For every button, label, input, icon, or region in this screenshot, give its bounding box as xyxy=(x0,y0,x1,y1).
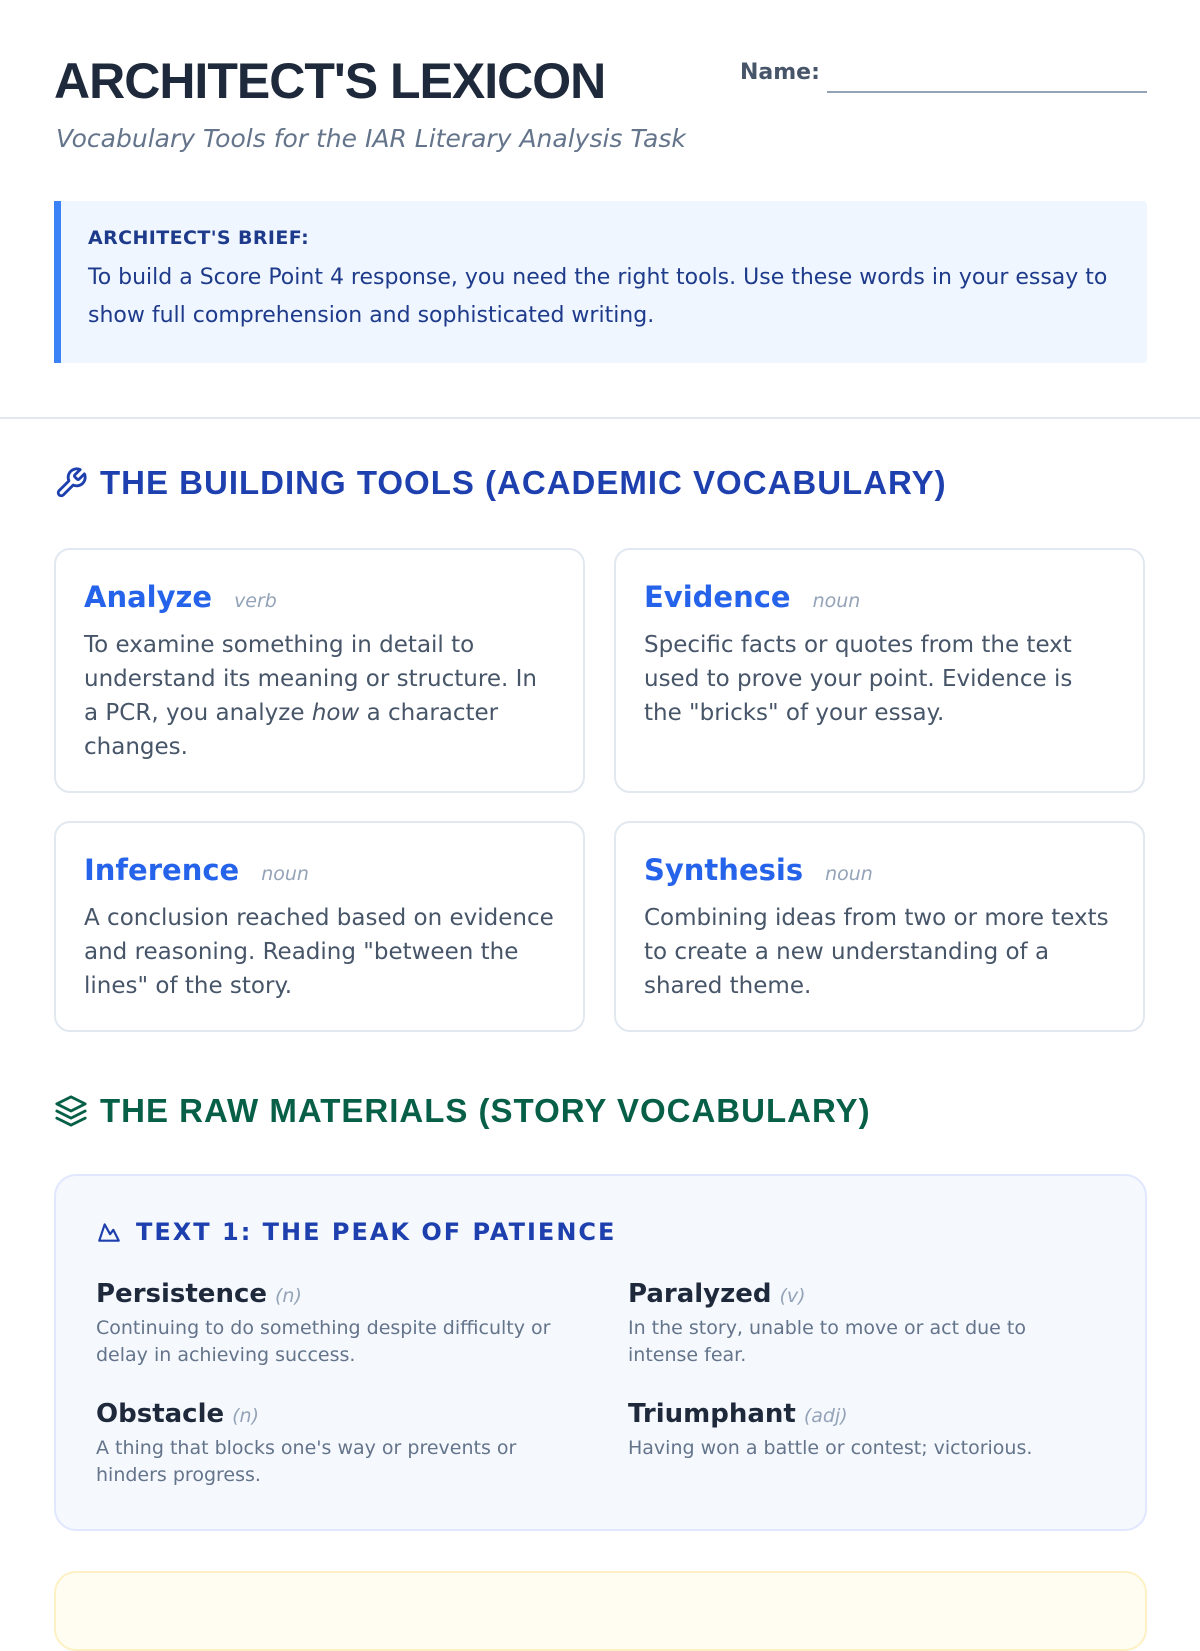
vocab-item xyxy=(628,1399,1098,1462)
term-word: Analyze xyxy=(84,580,213,614)
wrench-icon xyxy=(54,466,88,500)
raw-materials-heading xyxy=(54,1092,871,1130)
term-definition xyxy=(84,628,555,764)
architects-brief xyxy=(54,201,1147,363)
vocab-part-of-speech: (v) xyxy=(779,1285,806,1307)
section-divider xyxy=(0,417,1200,419)
term-part-of-speech: noun xyxy=(812,590,861,612)
term-word: Inference xyxy=(84,853,240,887)
text1-heading xyxy=(96,1218,616,1246)
brief-text: To build a Score Point 4 response, you need the right tools. Use these words in your essay to show full comprehension and sophisticated writing. xyxy=(88,265,1108,328)
page-subtitle: Vocabulary Tools for the IAR Literary Analysis Task xyxy=(56,124,686,153)
text2-vocab-panel-partial xyxy=(54,1571,1147,1651)
term-part-of-speech: noun xyxy=(825,863,873,885)
vocab-part-of-speech: (adj) xyxy=(803,1405,848,1427)
term-definition: Combining ideas from two or more texts to create a new understanding of a shared theme. xyxy=(644,905,1109,999)
mountain-icon xyxy=(96,1219,122,1245)
vocab-definition: Having won a battle or contest; victorious. xyxy=(628,1437,1033,1459)
term-word: Evidence xyxy=(644,580,791,614)
page-title: ARCHITECT'S LEXICON xyxy=(54,53,606,109)
vocab-item xyxy=(96,1279,566,1369)
raw-materials-title: THE RAW MATERIALS (STORY VOCABULARY) xyxy=(100,1092,871,1129)
term-definition: Specific facts or quotes from the text used to prove your point. Evidence is the "bricks" of your essay. xyxy=(644,632,1073,726)
term-part-of-speech: noun xyxy=(261,863,309,885)
name-field-line[interactable] xyxy=(827,91,1147,93)
vocab-term: Persistence xyxy=(96,1279,267,1309)
vocab-term: Obstacle xyxy=(96,1399,225,1429)
term-part-of-speech: verb xyxy=(234,590,277,612)
definition-emphasis: how xyxy=(311,700,360,726)
term-card-synthesis xyxy=(614,821,1145,1032)
vocab-definition: In the story, unable to move or act due to intense fear. xyxy=(628,1317,1026,1366)
text1-title: TEXT 1: THE PEAK OF PATIENCE xyxy=(136,1218,617,1246)
term-word: Synthesis xyxy=(644,853,804,887)
vocab-item xyxy=(628,1279,1098,1369)
vocab-part-of-speech: (n) xyxy=(275,1285,302,1307)
vocab-definition: A thing that blocks one's way or prevents or hinders progress. xyxy=(96,1437,517,1486)
term-card-inference xyxy=(54,821,585,1032)
brief-title: ARCHITECT'S BRIEF: xyxy=(88,227,310,249)
term-card-analyze xyxy=(54,548,585,793)
vocab-item xyxy=(96,1399,566,1489)
definition-text: a character changes. xyxy=(84,700,499,760)
building-tools-heading xyxy=(54,464,947,502)
vocab-term: Paralyzed xyxy=(628,1279,772,1309)
text1-vocab-panel xyxy=(54,1174,1147,1531)
layers-icon xyxy=(54,1094,88,1128)
vocab-term: Triumphant xyxy=(628,1399,796,1429)
vocab-part-of-speech: (n) xyxy=(232,1405,259,1427)
building-tools-title: THE BUILDING TOOLS (ACADEMIC VOCABULARY) xyxy=(100,464,947,501)
vocab-definition: Continuing to do something despite difficulty or delay in achieving success. xyxy=(96,1317,551,1366)
definition-text: To examine something in detail to understand its meaning or structure. In a PCR, you analyze xyxy=(84,632,537,726)
term-definition: A conclusion reached based on evidence and reasoning. Reading "between the lines" of the story. xyxy=(84,905,554,999)
name-label: Name: xyxy=(740,60,820,85)
term-card-evidence xyxy=(614,548,1145,793)
